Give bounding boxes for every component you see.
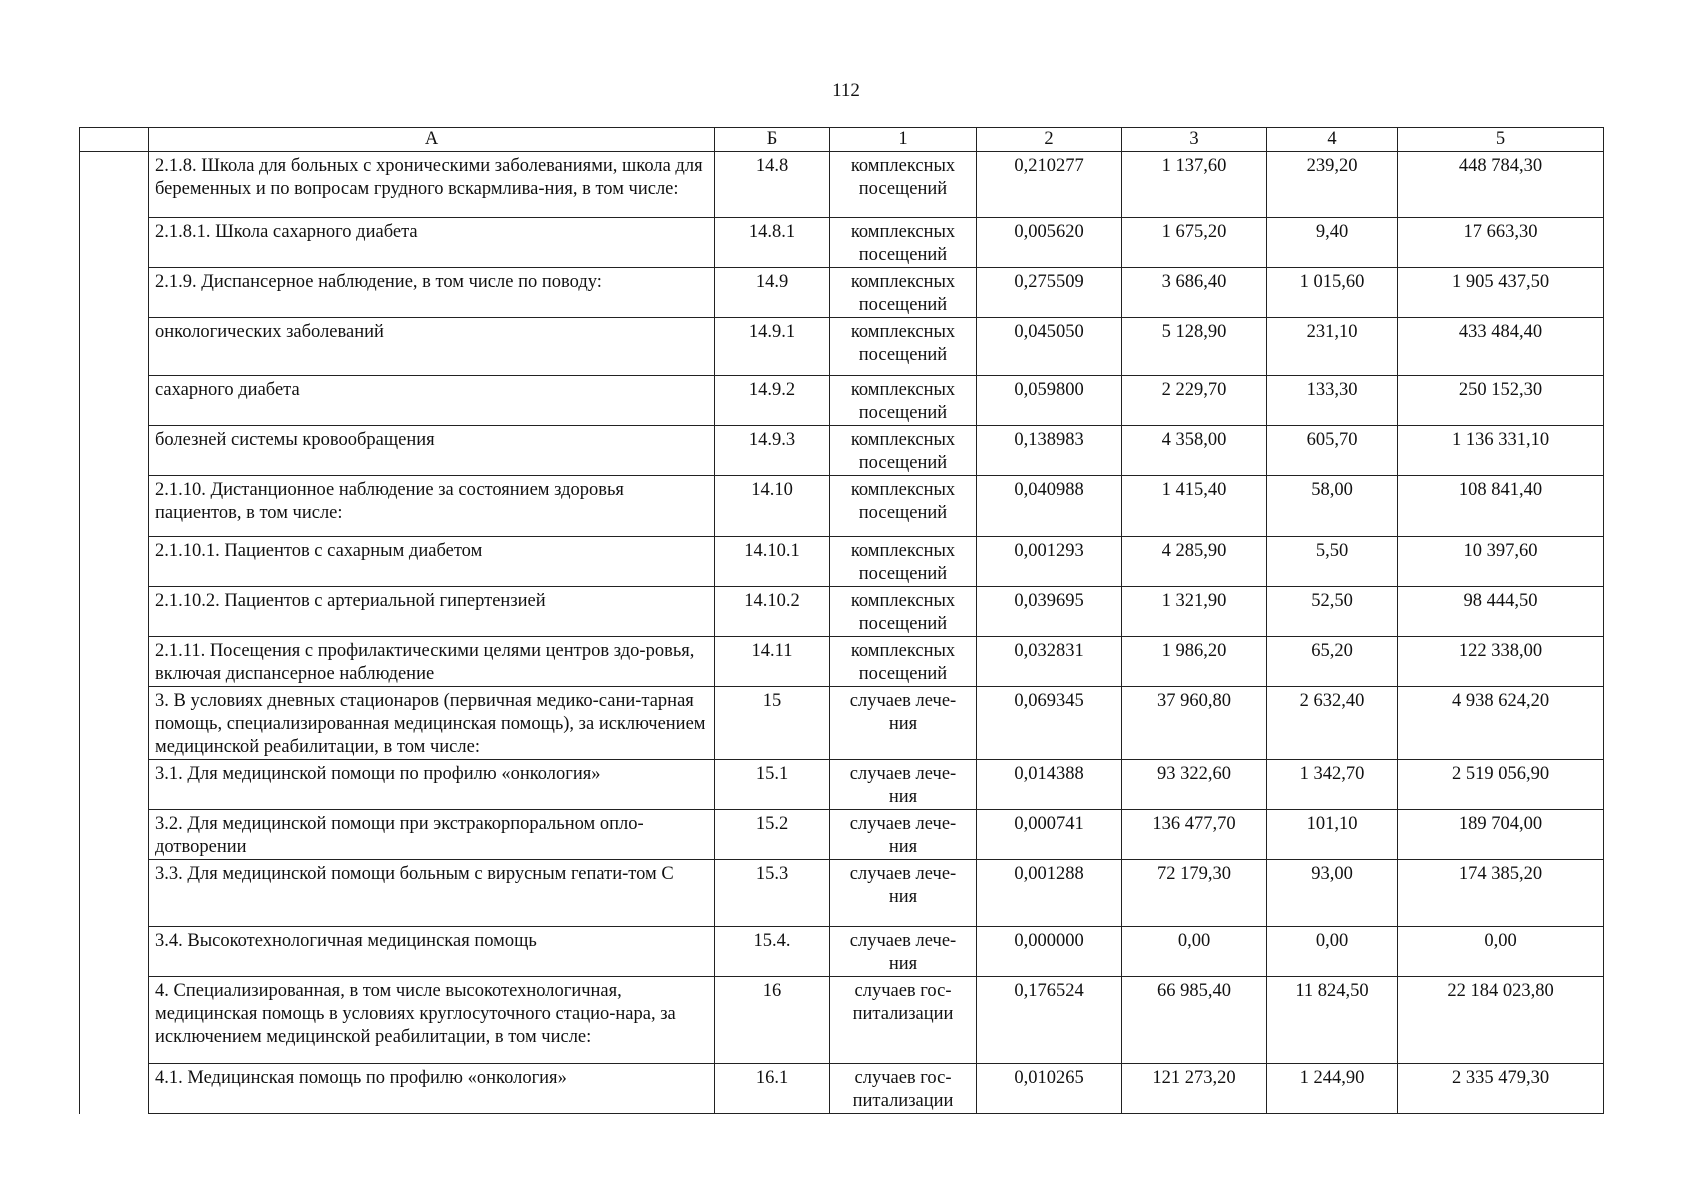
row-col4-cell: 2 632,40 <box>1267 687 1398 760</box>
row-code-cell: 15.2 <box>715 810 830 860</box>
row-col3-cell: 136 477,70 <box>1122 810 1267 860</box>
row-col5-cell: 17 663,30 <box>1398 218 1604 268</box>
column-header-1: 1 <box>830 128 977 152</box>
row-name-cell: 3.4. Высокотехнологичная медицинская помощь <box>149 927 715 977</box>
row-unit-cell: комплексных посещений <box>830 376 977 426</box>
row-col2-cell: 0,005620 <box>977 218 1122 268</box>
row-col4-cell: 9,40 <box>1267 218 1398 268</box>
column-header-3: 3 <box>1122 128 1267 152</box>
row-unit-cell: комплексных посещений <box>830 537 977 587</box>
row-name-cell: 2.1.9. Диспансерное наблюдение, в том числе по поводу: <box>149 268 715 318</box>
row-col5-cell: 189 704,00 <box>1398 810 1604 860</box>
row-unit-cell: случаев лече-ния <box>830 860 977 927</box>
row-unit-cell: случаев лече-ния <box>830 927 977 977</box>
row-code-cell: 14.10.2 <box>715 587 830 637</box>
row-col3-cell: 3 686,40 <box>1122 268 1267 318</box>
page-number: 112 <box>832 80 860 101</box>
row-col2-cell: 0,039695 <box>977 587 1122 637</box>
table-row <box>80 318 1604 376</box>
row-col3-cell: 0,00 <box>1122 927 1267 977</box>
row-col2-cell: 0,069345 <box>977 687 1122 760</box>
data-table <box>79 127 1604 1114</box>
row-name-cell: 2.1.10. Дистанционное наблюдение за состоянием здоровья пациентов, в том числе: <box>149 476 715 537</box>
table-row <box>80 687 1604 760</box>
row-col2-cell: 0,040988 <box>977 476 1122 537</box>
table-row <box>80 637 1604 687</box>
row-col3-cell: 4 285,90 <box>1122 537 1267 587</box>
row-code-cell: 14.10 <box>715 476 830 537</box>
row-blank-cell <box>80 587 149 637</box>
row-col2-cell: 0,138983 <box>977 426 1122 476</box>
row-name-cell: 2.1.8.1. Школа сахарного диабета <box>149 218 715 268</box>
row-col3-cell: 93 322,60 <box>1122 760 1267 810</box>
row-name-cell: 3.1. Для медицинской помощи по профилю «онкология» <box>149 760 715 810</box>
row-unit-cell: комплексных посещений <box>830 218 977 268</box>
row-col4-cell: 133,30 <box>1267 376 1398 426</box>
row-col2-cell: 0,001293 <box>977 537 1122 587</box>
row-col4-cell: 1 015,60 <box>1267 268 1398 318</box>
row-col2-cell: 0,059800 <box>977 376 1122 426</box>
row-col4-cell: 5,50 <box>1267 537 1398 587</box>
row-col2-cell: 0,045050 <box>977 318 1122 376</box>
row-code-cell: 15 <box>715 687 830 760</box>
row-col5-cell: 1 136 331,10 <box>1398 426 1604 476</box>
row-col5-cell: 2 335 479,30 <box>1398 1064 1604 1114</box>
row-col2-cell: 0,275509 <box>977 268 1122 318</box>
row-code-cell: 16.1 <box>715 1064 830 1114</box>
column-header-5: 5 <box>1398 128 1604 152</box>
row-col5-cell: 108 841,40 <box>1398 476 1604 537</box>
row-col3-cell: 121 273,20 <box>1122 1064 1267 1114</box>
column-header-a: А <box>149 128 715 152</box>
table-row <box>80 1064 1604 1114</box>
row-blank-cell <box>80 537 149 587</box>
row-col3-cell: 1 137,60 <box>1122 152 1267 218</box>
row-name-cell: 2.1.8. Школа для больных с хроническими заболеваниями, школа для беременных и по вопросам грудного вскармлива-ния, в том числе: <box>149 152 715 218</box>
row-unit-cell: случаев лече-ния <box>830 810 977 860</box>
row-blank-cell <box>80 860 149 927</box>
row-unit-cell: случаев лече-ния <box>830 687 977 760</box>
row-blank-cell <box>80 152 149 218</box>
table-row <box>80 760 1604 810</box>
row-col5-cell: 174 385,20 <box>1398 860 1604 927</box>
row-col3-cell: 4 358,00 <box>1122 426 1267 476</box>
row-col5-cell: 1 905 437,50 <box>1398 268 1604 318</box>
row-code-cell: 15.1 <box>715 760 830 810</box>
row-col5-cell: 433 484,40 <box>1398 318 1604 376</box>
row-col5-cell: 22 184 023,80 <box>1398 977 1604 1064</box>
row-blank-cell <box>80 687 149 760</box>
column-header-2: 2 <box>977 128 1122 152</box>
row-col2-cell: 0,014388 <box>977 760 1122 810</box>
row-blank-cell <box>80 426 149 476</box>
table-row <box>80 268 1604 318</box>
row-unit-cell: комплексных посещений <box>830 268 977 318</box>
table-row <box>80 476 1604 537</box>
row-code-cell: 14.9.2 <box>715 376 830 426</box>
row-code-cell: 14.9.3 <box>715 426 830 476</box>
table-row <box>80 218 1604 268</box>
column-header-b: Б <box>715 128 830 152</box>
table-row <box>80 587 1604 637</box>
row-unit-cell: случаев гос-питализации <box>830 1064 977 1114</box>
row-col3-cell: 1 675,20 <box>1122 218 1267 268</box>
row-unit-cell: комплексных посещений <box>830 318 977 376</box>
row-col2-cell: 0,010265 <box>977 1064 1122 1114</box>
table-row <box>80 977 1604 1064</box>
row-blank-cell <box>80 1064 149 1114</box>
row-col3-cell: 1 986,20 <box>1122 637 1267 687</box>
table-row <box>80 810 1604 860</box>
row-code-cell: 14.10.1 <box>715 537 830 587</box>
row-col2-cell: 0,210277 <box>977 152 1122 218</box>
row-name-cell: 4.1. Медицинская помощь по профилю «онкология» <box>149 1064 715 1114</box>
row-name-cell: 4. Специализированная, в том числе высокотехнологичная, медицинская помощь в условиях круглосуточного стацио-нара, за исключением медицинской реабилитации, в том числе: <box>149 977 715 1064</box>
row-col3-cell: 72 179,30 <box>1122 860 1267 927</box>
row-col4-cell: 1 342,70 <box>1267 760 1398 810</box>
table-row <box>80 927 1604 977</box>
row-col3-cell: 66 985,40 <box>1122 977 1267 1064</box>
row-col3-cell: 1 415,40 <box>1122 476 1267 537</box>
row-col5-cell: 2 519 056,90 <box>1398 760 1604 810</box>
row-col4-cell: 1 244,90 <box>1267 1064 1398 1114</box>
table-row <box>80 376 1604 426</box>
table-row <box>80 426 1604 476</box>
row-blank-cell <box>80 476 149 537</box>
row-code-cell: 14.8.1 <box>715 218 830 268</box>
row-blank-cell <box>80 318 149 376</box>
row-name-cell: 2.1.11. Посещения с профилактическими целями центров здо-ровья, включая диспансерное наблюдение <box>149 637 715 687</box>
row-blank-cell <box>80 810 149 860</box>
row-name-cell: 2.1.10.1. Пациентов с сахарным диабетом <box>149 537 715 587</box>
row-col2-cell: 0,176524 <box>977 977 1122 1064</box>
row-unit-cell: комплексных посещений <box>830 426 977 476</box>
row-col4-cell: 101,10 <box>1267 810 1398 860</box>
row-blank-cell <box>80 760 149 810</box>
row-unit-cell: комплексных посещений <box>830 152 977 218</box>
row-name-cell: 3.2. Для медицинской помощи при экстракорпоральном опло-дотворении <box>149 810 715 860</box>
row-name-cell: 2.1.10.2. Пациентов с артериальной гипертензией <box>149 587 715 637</box>
row-col5-cell: 4 938 624,20 <box>1398 687 1604 760</box>
row-col4-cell: 93,00 <box>1267 860 1398 927</box>
row-col4-cell: 605,70 <box>1267 426 1398 476</box>
row-col4-cell: 0,00 <box>1267 927 1398 977</box>
row-col5-cell: 250 152,30 <box>1398 376 1604 426</box>
row-code-cell: 14.11 <box>715 637 830 687</box>
row-name-cell: 3.3. Для медицинской помощи больным с вирусным гепати-том С <box>149 860 715 927</box>
row-col2-cell: 0,001288 <box>977 860 1122 927</box>
row-name-cell: сахарного диабета <box>149 376 715 426</box>
row-code-cell: 16 <box>715 977 830 1064</box>
row-name-cell: болезней системы кровообращения <box>149 426 715 476</box>
row-blank-cell <box>80 268 149 318</box>
row-blank-cell <box>80 977 149 1064</box>
row-col3-cell: 5 128,90 <box>1122 318 1267 376</box>
table-row <box>80 152 1604 218</box>
row-col4-cell: 231,10 <box>1267 318 1398 376</box>
row-unit-cell: случаев лече-ния <box>830 760 977 810</box>
header-row <box>80 128 1604 152</box>
row-col3-cell: 1 321,90 <box>1122 587 1267 637</box>
row-unit-cell: комплексных посещений <box>830 587 977 637</box>
row-col4-cell: 65,20 <box>1267 637 1398 687</box>
table-row <box>80 860 1604 927</box>
row-unit-cell: комплексных посещений <box>830 476 977 537</box>
row-col4-cell: 58,00 <box>1267 476 1398 537</box>
row-code-cell: 14.9.1 <box>715 318 830 376</box>
row-col2-cell: 0,000741 <box>977 810 1122 860</box>
column-header-4: 4 <box>1267 128 1398 152</box>
row-blank-cell <box>80 376 149 426</box>
row-col5-cell: 0,00 <box>1398 927 1604 977</box>
row-col5-cell: 98 444,50 <box>1398 587 1604 637</box>
row-code-cell: 14.9 <box>715 268 830 318</box>
row-name-cell: 3. В условиях дневных стационаров (первичная медико-сани-тарная помощь, специализированная медицинская помощь), за исключением медицинской реабилитации, в том числе: <box>149 687 715 760</box>
row-blank-cell <box>80 218 149 268</box>
row-blank-cell <box>80 637 149 687</box>
row-col3-cell: 37 960,80 <box>1122 687 1267 760</box>
row-col2-cell: 0,000000 <box>977 927 1122 977</box>
row-col5-cell: 448 784,30 <box>1398 152 1604 218</box>
column-header-blank <box>80 128 149 152</box>
row-code-cell: 15.3 <box>715 860 830 927</box>
row-col5-cell: 10 397,60 <box>1398 537 1604 587</box>
row-blank-cell <box>80 927 149 977</box>
row-unit-cell: комплексных посещений <box>830 637 977 687</box>
row-col5-cell: 122 338,00 <box>1398 637 1604 687</box>
row-name-cell: онкологических заболеваний <box>149 318 715 376</box>
table-body <box>80 152 1604 1114</box>
row-col4-cell: 239,20 <box>1267 152 1398 218</box>
row-col4-cell: 11 824,50 <box>1267 977 1398 1064</box>
table-row <box>80 537 1604 587</box>
row-col4-cell: 52,50 <box>1267 587 1398 637</box>
row-col3-cell: 2 229,70 <box>1122 376 1267 426</box>
row-code-cell: 15.4. <box>715 927 830 977</box>
row-col2-cell: 0,032831 <box>977 637 1122 687</box>
row-unit-cell: случаев гос-питализации <box>830 977 977 1064</box>
row-code-cell: 14.8 <box>715 152 830 218</box>
